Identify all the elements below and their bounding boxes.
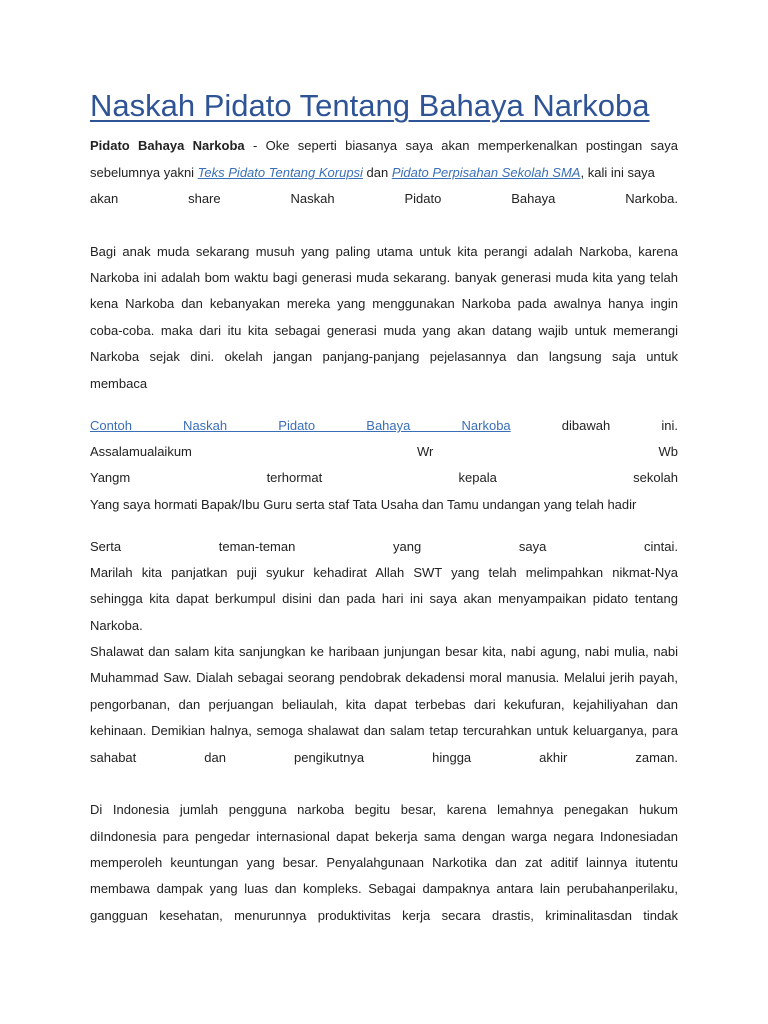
link-contoh-naskah[interactable]: Contoh Naskah Pidato Bahaya Narkoba <box>90 418 511 433</box>
paragraph-line: Yangm terhormat kepala sekolah <box>90 470 678 485</box>
paragraph-line: Narkoba sejak dini. okelah jangan panjang-panjang pejelasannya dan langsung saja untuk <box>90 349 678 364</box>
paragraph-line: sahabat dan pengikutnya hingga akhir zaman. <box>90 750 678 765</box>
text-run: - Oke seperti biasanya saya akan memperkenalkan postingan saya <box>244 138 678 153</box>
paragraph-line: diIndonesia para pengedar internasional dapat bekerja sama dengan warga negara Indonesiadan <box>90 829 678 844</box>
paragraph-line <box>90 165 678 181</box>
paragraph-line: sehingga kita dapat berkumpul disini dan pada hari ini saya akan menyampaikan pidato tentang <box>90 591 678 606</box>
paragraph-line: membawa dampak yang luas dan kompleks. Sebagai dampaknya antara lain perubahanperilaku, <box>90 881 678 896</box>
link-pidato-perpisahan[interactable]: Pidato Perpisahan Sekolah SMA <box>391 165 581 180</box>
paragraph-line <box>90 418 678 434</box>
paragraph-line: Serta teman-teman yang saya cintai. <box>90 539 678 554</box>
text-run: dibawah ini. <box>510 418 678 433</box>
paragraph-line: gangguan kesehatan, menurunnya produktivitas kerja secara drastis, kriminalitasdan tindak <box>90 908 678 923</box>
greeting-line: Assalamualaikum Wr Wb <box>90 444 678 459</box>
paragraph-line: pengorbanan, dan perjuangan beliaulah, kita dapat terbebas dari kekufuran, kejahiliyahan dan <box>90 697 678 712</box>
page-title: Naskah Pidato Tentang Bahaya Narkoba <box>90 88 650 123</box>
paragraph-line: memperoleh keuntungan yang besar. Penyalahgunaan Narkotika dan zat aditif lainnya itutentu <box>90 855 678 870</box>
paragraph-line: Narkoba. <box>90 618 143 633</box>
paragraph-line: membaca <box>90 376 148 391</box>
paragraph-line: Narkoba ini adalah bom waktu bagi generasi muda sekarang. banyak generasi muda kita yang telah <box>90 270 678 285</box>
paragraph-line: Muhammad Saw. Dialah sebagai seorang pendobrak dekadensi moral manusia. Melalui jerih payah, <box>90 670 678 685</box>
bold-lead: Pidato Bahaya Narkoba <box>90 138 245 153</box>
text-run: sebelumnya yakni <box>90 165 198 180</box>
paragraph-line: Yang saya hormati Bapak/Ibu Guru serta staf Tata Usaha dan Tamu undangan yang telah hadir <box>90 497 637 512</box>
text-run: dan <box>362 165 392 180</box>
paragraph-line: Marilah kita panjatkan puji syukur kehadirat Allah SWT yang telah melimpahkan nikmat-Nya <box>90 565 678 580</box>
paragraph-line: kena Narkoba dan kebanyakan mereka yang menggunakan Narkoba pada awalnya hanya ingin <box>90 296 678 311</box>
paragraph-line: akan share Naskah Pidato Bahaya Narkoba. <box>90 191 678 206</box>
paragraph-line: Di Indonesia jumlah pengguna narkoba begitu besar, karena lemahnya penegakan hukum <box>90 802 678 817</box>
paragraph-line: Bagi anak muda sekarang musuh yang paling utama untuk kita perangi adalah Narkoba, karena <box>90 244 678 259</box>
paragraph-line <box>90 138 678 154</box>
paragraph-line: Shalawat dan salam kita sanjungkan ke haribaan junjungan besar kita, nabi agung, nabi mulia, nabi <box>90 644 678 659</box>
link-teks-pidato-korupsi[interactable]: Teks Pidato Tentang Korupsi <box>197 165 363 180</box>
paragraph-line: coba-coba. maka dari itu kita sebagai generasi muda yang akan datang wajib untuk memerangi <box>90 323 678 338</box>
paragraph-line: kehinaan. Demikian halnya, semoga shalawat dan salam tetap tercurahkan untuk keluarganya, para <box>90 723 678 738</box>
text-run: , kali ini saya <box>580 165 655 180</box>
